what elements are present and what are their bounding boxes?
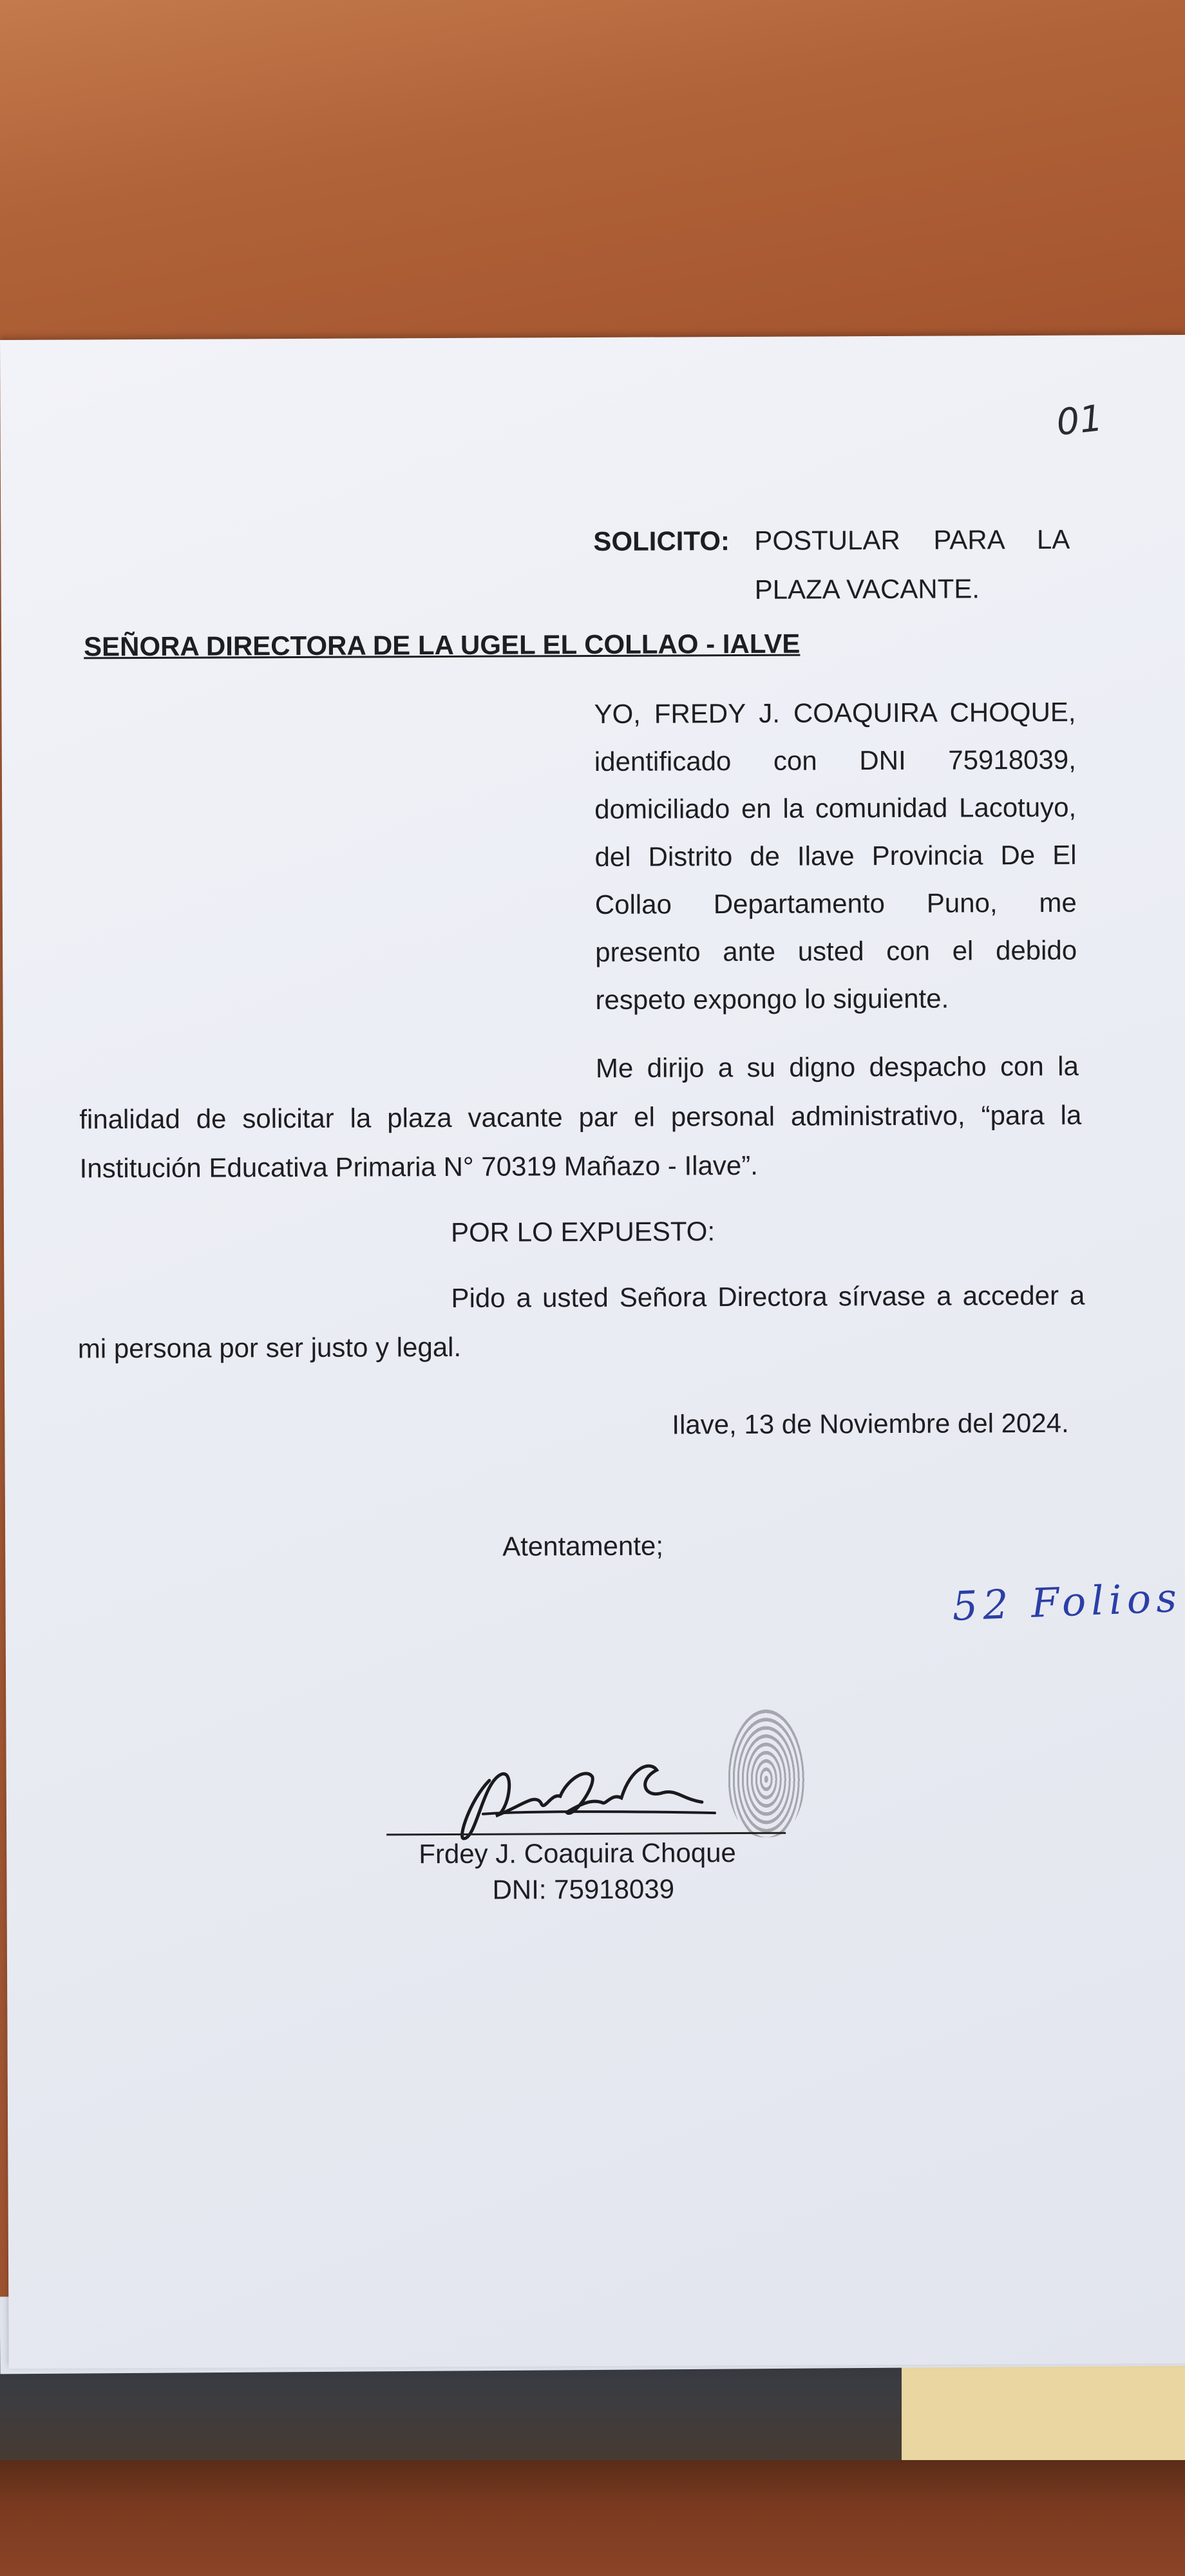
wooden-table-top [0,0,1185,348]
body-line-3: Institución Educativa Primaria N° 70319 Mañazo - Ilave”. [79,1150,758,1184]
subject-line-1: POSTULAR PARA LA [754,524,1070,556]
intro-line: Collao Departamento Puno, me [594,887,1077,920]
letter-page [0,335,1185,2369]
folio-number: 01 [1054,397,1105,444]
fingerprint [727,1709,805,1838]
intro-line: respeto expongo lo siguiente. [595,983,949,1015]
intro-line: domiciliado en la comunidad Lacotuyo, [594,791,1077,824]
intro-line: YO, FREDY J. COAQUIRA CHOQUE, [594,696,1076,729]
intro-block [594,688,1077,1024]
intro-line: del Distrito de Ilave Provincia De El [594,839,1077,872]
intro-line: identificado con DNI 75918039, [594,744,1076,777]
request-line-2: mi persona por ser justo y legal. [77,1331,462,1364]
subject-label: SOLICITO: [593,526,730,556]
addressee-heading: SEÑORA DIRECTORA DE LA UGEL EL COLLAO - IALVE [83,628,801,662]
subject-line-2: PLAZA VACANTE. [754,573,980,605]
handwritten-signature [444,1741,728,1845]
body-line-1: Me dirijo a su digno despacho con la [595,1050,1079,1083]
por-lo-expuesto: POR LO EXPUESTO: [450,1216,716,1247]
intro-line: presento ante usted con el debido [595,934,1077,967]
place-date: Ilave, 13 de Noviembre del 2024. [672,1407,1069,1440]
signer-dni: DNI: 75918039 [492,1873,675,1905]
wooden-table-bottom [0,2460,1185,2576]
closing: Atentamente; [502,1530,664,1562]
handwritten-folios-note: 52 Folios [951,1573,1183,1630]
signer-name: Frdey J. Coaquira Choque [419,1837,736,1870]
body-line-2: finalidad de solicitar la plaza vacante par el personal administrativo, “para la [79,1099,1082,1135]
request-line-1: Pido a usted Señora Directora sírvase a acceder a [451,1280,1085,1313]
